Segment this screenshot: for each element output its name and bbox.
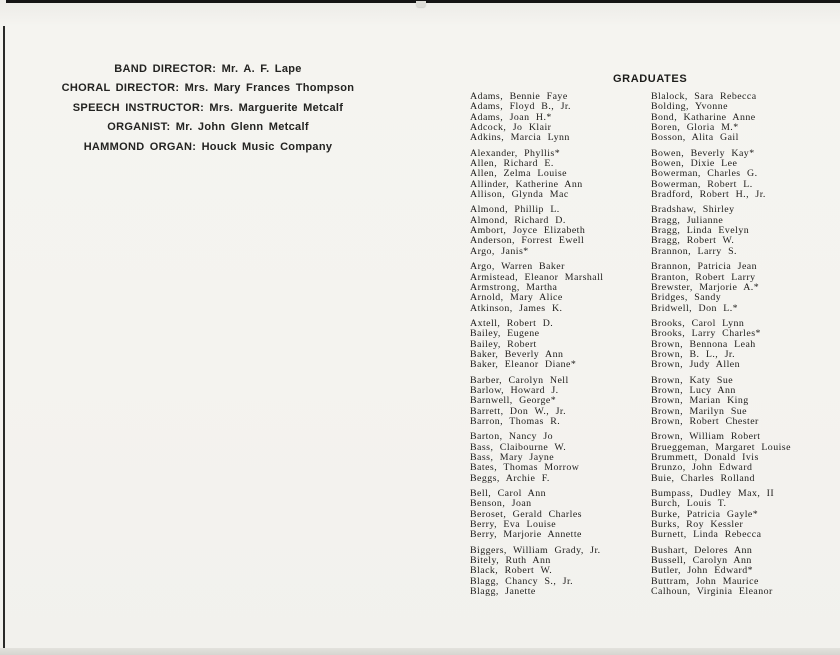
graduate-name: Bragg, Linda Evelyn — [651, 225, 750, 237]
graduate-name: Biggers, William Grady, Jr. — [470, 544, 601, 556]
graduate-name: Brooks, Larry Charles* — [651, 328, 761, 340]
name-group — [651, 376, 833, 428]
name-group — [470, 92, 652, 144]
graduate-name: Almond, Phillip L. — [470, 204, 560, 216]
name-group — [651, 489, 833, 541]
graduate-name: Armistead, Eleanor Marshall — [470, 271, 604, 283]
graduate-name: Argo, Warren Baker — [470, 261, 565, 273]
graduate-name: Blalock, Sara Rebecca — [651, 91, 757, 102]
graduate-name: Bolding, Yvonne — [651, 101, 728, 113]
name-group — [470, 432, 652, 484]
graduate-name: Barber, Carolyn Nell — [470, 374, 569, 386]
graduate-name: Blagg, Chancy S., Jr. — [470, 575, 574, 587]
credit-organist: ORGANIST: Mr. John Glenn Metcalf — [107, 121, 309, 134]
name-group — [651, 92, 833, 144]
graduate-name: Brown, B. L., Jr. — [651, 348, 735, 360]
graduate-name: Armstrong, Martha — [470, 281, 558, 293]
graduate-name: Bowen, Beverly Kay* — [651, 147, 755, 159]
graduate-name: Beroset, Gerald Charles — [470, 508, 582, 520]
graduates-column-right — [651, 92, 833, 602]
graduate-name: Allison, Glynda Mac — [470, 189, 569, 201]
graduate-name: Ambort, Joyce Elizabeth — [470, 225, 586, 237]
graduate-name: Bragg, Julianne — [651, 214, 724, 226]
name-group — [651, 319, 833, 371]
graduate-name: Brown, Judy Allen — [651, 359, 740, 371]
graduate-name: Barron, Thomas R. — [470, 415, 561, 427]
graduate-name: Argo, Janis* — [470, 245, 529, 257]
name-group — [470, 205, 652, 257]
graduate-name: Bridwell, Don L.* — [651, 302, 739, 314]
name-group — [651, 262, 833, 314]
graduate-name: Brunzo, John Edward — [651, 462, 753, 474]
graduate-name: Buie, Charles Rolland — [651, 472, 755, 484]
graduate-name: Barrett, Don W., Jr. — [470, 405, 567, 417]
graduate-name: Brown, Robert Chester — [651, 415, 759, 427]
graduates-column-left — [470, 92, 652, 602]
graduate-name: Almond, Richard D. — [470, 214, 566, 226]
graduate-name: Brannon, Larry S. — [651, 245, 737, 257]
graduate-name: Burke, Patricia Gayle* — [651, 508, 759, 520]
name-group — [470, 489, 652, 541]
credits-block — [38, 60, 378, 157]
graduate-name: Beggs, Archie F. — [470, 472, 550, 484]
name-group — [470, 149, 652, 201]
graduate-name: Baker, Eleanor Diane* — [470, 359, 577, 371]
graduate-name: Bosson, Alita Gail — [651, 132, 739, 144]
graduate-name: Barlow, Howard J. — [470, 384, 559, 396]
credit-hammond-organ: HAMMOND ORGAN: Houck Music Company — [83, 140, 333, 153]
graduate-name: Burks, Roy Kessler — [651, 519, 744, 531]
name-group — [470, 319, 652, 371]
graduate-name: Brown, Bennona Leah — [651, 338, 756, 350]
graduate-name: Bridges, Sandy — [651, 292, 722, 304]
graduate-name: Bragg, Robert W. — [651, 235, 735, 247]
graduate-name: Brooks, Carol Lynn — [651, 317, 745, 329]
graduate-name: Bass, Mary Jayne — [470, 452, 555, 463]
name-group — [470, 546, 652, 598]
graduate-name: Adams, Joan H.* — [470, 111, 552, 123]
graduate-name: Brown, Katy Sue — [651, 374, 734, 386]
graduate-name: Allinder, Katherine Ann — [470, 178, 583, 190]
graduate-name: Arnold, Mary Alice — [470, 292, 563, 304]
graduate-name: Adkins, Marcia Lynn — [470, 132, 570, 144]
graduate-name: Adams, Floyd B., Jr. — [470, 101, 571, 113]
graduate-name: Adcock, Jo Klair — [470, 122, 552, 134]
graduate-name: Alexander, Phyllis* — [470, 147, 561, 159]
credit-choral-director: CHORAL DIRECTOR: Mrs. Mary Frances Thompson — [61, 82, 355, 95]
graduate-name: Black, Robert W. — [470, 565, 553, 577]
name-group — [651, 205, 833, 257]
name-group — [470, 262, 652, 314]
graduate-name: Burch, Louis T. — [651, 498, 727, 510]
graduate-name: Benson, Joan — [470, 498, 532, 510]
graduate-name: Brown, William Robert — [651, 431, 761, 443]
graduate-name: Bradshaw, Shirley — [651, 204, 735, 216]
graduate-name: Buttram, John Maurice — [651, 575, 759, 587]
graduate-name: Bushart, Delores Ann — [651, 544, 753, 556]
graduate-name: Bussell, Carolyn Ann — [651, 555, 752, 567]
graduate-name: Axtell, Robert D. — [470, 317, 554, 329]
graduate-name: Burnett, Linda Rebecca — [651, 529, 762, 541]
graduate-name: Bailey, Robert — [470, 338, 537, 350]
credit-speech-instructor: SPEECH INSTRUCTOR: Mrs. Marguerite Metcalf — [72, 101, 344, 114]
graduates-heading: GRADUATES — [613, 73, 688, 85]
graduate-name: Bitely, Ruth Ann — [470, 555, 551, 567]
credit-band-director: BAND DIRECTOR: Mr. A. F. Lape — [114, 63, 302, 75]
name-group — [470, 376, 652, 428]
graduate-name: Brown, Lucy Ann — [651, 384, 736, 396]
graduate-name: Allen, Richard E. — [470, 158, 554, 170]
graduate-name: Bates, Thomas Morrow — [470, 462, 580, 474]
name-group — [651, 432, 833, 484]
graduate-name: Branton, Robert Larry — [651, 271, 756, 283]
name-group — [651, 149, 833, 201]
graduate-name: Atkinson, James K. — [470, 302, 563, 314]
graduate-name: Barnwell, George* — [470, 395, 557, 407]
graduate-name: Adams, Bennie Faye — [470, 91, 568, 102]
graduate-name: Berry, Marjorie Annette — [470, 529, 582, 541]
page-right — [420, 0, 840, 655]
graduate-name: Bass, Claibourne W. — [470, 441, 567, 453]
graduate-name: Calhoun, Virginia Eleanor — [651, 586, 773, 598]
graduate-name: Bell, Carol Ann — [470, 488, 547, 500]
graduate-name: Barton, Nancy Jo — [470, 431, 554, 443]
graduate-name: Anderson, Forrest Ewell — [470, 235, 585, 247]
graduate-name: Bradford, Robert H., Jr. — [651, 189, 766, 201]
graduate-name: Bowen, Dixie Lee — [651, 158, 738, 170]
graduate-name: Baker, Beverly Ann — [470, 348, 564, 360]
graduate-name: Bumpass, Dudley Max, II — [651, 488, 775, 500]
graduate-name: Bowerman, Charles G. — [651, 168, 758, 180]
graduate-name: Bowerman, Robert L. — [651, 178, 753, 190]
graduate-name: Brummett, Donald Ivis — [651, 452, 759, 463]
graduate-name: Berry, Eva Louise — [470, 519, 557, 531]
graduate-name: Blagg, Janette — [470, 586, 536, 598]
graduate-name: Brewster, Marjorie A.* — [651, 281, 760, 293]
graduate-name: Brueggeman, Margaret Louise — [651, 441, 791, 453]
graduate-name: Brannon, Patricia Jean — [651, 261, 758, 273]
graduate-name: Butler, John Edward* — [651, 565, 753, 577]
graduate-name: Boren, Gloria M.* — [651, 122, 739, 134]
graduate-name: Bond, Katharine Anne — [651, 111, 756, 123]
graduate-name: Brown, Marian King — [651, 395, 749, 407]
name-group — [651, 546, 833, 598]
graduate-name: Brown, Marilyn Sue — [651, 405, 748, 417]
graduate-name: Bailey, Eugene — [470, 328, 540, 340]
graduate-name: Allen, Zelma Louise — [470, 168, 567, 180]
